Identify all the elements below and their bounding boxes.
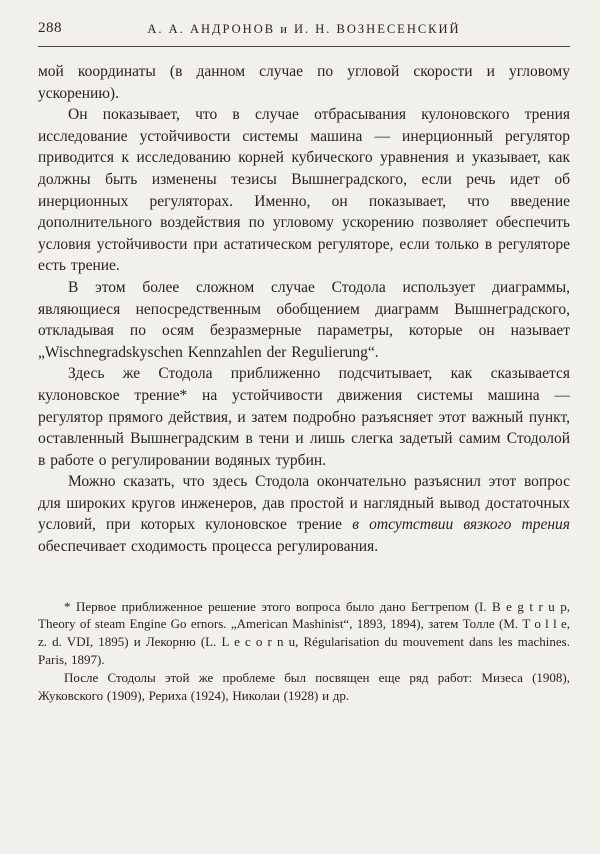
running-header xyxy=(38,20,570,42)
final-paragraph-end: обеспечивает сходимость процесса регулирования. xyxy=(38,538,379,556)
footnote: * Первое приближенное решение этого вопроса было дано Бегтрепом (I. B e g t r u p, Theory of steam Engine Go ernors. „American Mashinist“, 1893, 1894), затем Толле (М. T o l l e, z. d. VDI, 1895) и Лекорню (L. L e c o r n u, Régularisation du mouvement dans les machines. Paris, 1897). xyxy=(38,598,570,668)
body-paragraph: В этом более сложном случае Стодола использует диаграммы, являющиеся непосредственным обобщением диаграмм Вышнеградского, откладывая по осям безразмерные параметры, которые он называет „Wischnegradskyschen Kennzahlen der Regulierung“. xyxy=(38,278,570,361)
final-paragraph-italic: в отсутствии вязкого трения xyxy=(352,516,570,534)
body-paragraph: мой координаты (в данном случае по угловой скорости и угловому ускорению). xyxy=(38,63,570,102)
footnote: После Стодолы этой же проблеме был посвящен еще ряд работ: Мизеса (1908), Жуковского (1909), Рериха (1924), Николаи (1928) и др. xyxy=(38,669,570,703)
body-paragraph: Здесь же Стодола приближенно подсчитывает, как сказывается кулоновское трение* на устойчивости движения системы машина — регулятор прямого действия, и затем подробно разъясняет этот важный пункт, оставленный Вышнеградским в тени и лишь слегка задетый самим Стодолой в работе о регулировании водяных турбин. xyxy=(38,365,570,469)
body-paragraph xyxy=(38,471,570,557)
running-title: А. А. АНДРОНОВ и И. Н. ВОЗНЕСЕНСКИЙ xyxy=(147,22,461,36)
header-rule xyxy=(38,46,570,47)
main-text xyxy=(38,61,570,558)
final-paragraph-start: Можно сказать, что здесь Стодола окончательно разъяснил этот вопрос для широких кругов инженеров, дав простой и наглядный вывод достаточных условий, при которых кулоновское трение xyxy=(38,473,570,534)
page-number: 288 xyxy=(38,20,62,36)
body-paragraph: Он показывает, что в случае отбрасывания кулоновского трения исследование устойчивости системы машина — инерционный регулятор приводится к исследованию корней кубического уравнения и указывает, как должны быть изменены тезисы Вышнеградского, если речь идет об инерционных регуляторах. Именно, он показывает, что введение дополнительного воздействия по угловому ускорению позволяет обеспечить условия устойчивости при астатическом регуляторе, если только в регуляторе есть трение. xyxy=(38,106,570,275)
footnotes-block xyxy=(38,598,570,705)
